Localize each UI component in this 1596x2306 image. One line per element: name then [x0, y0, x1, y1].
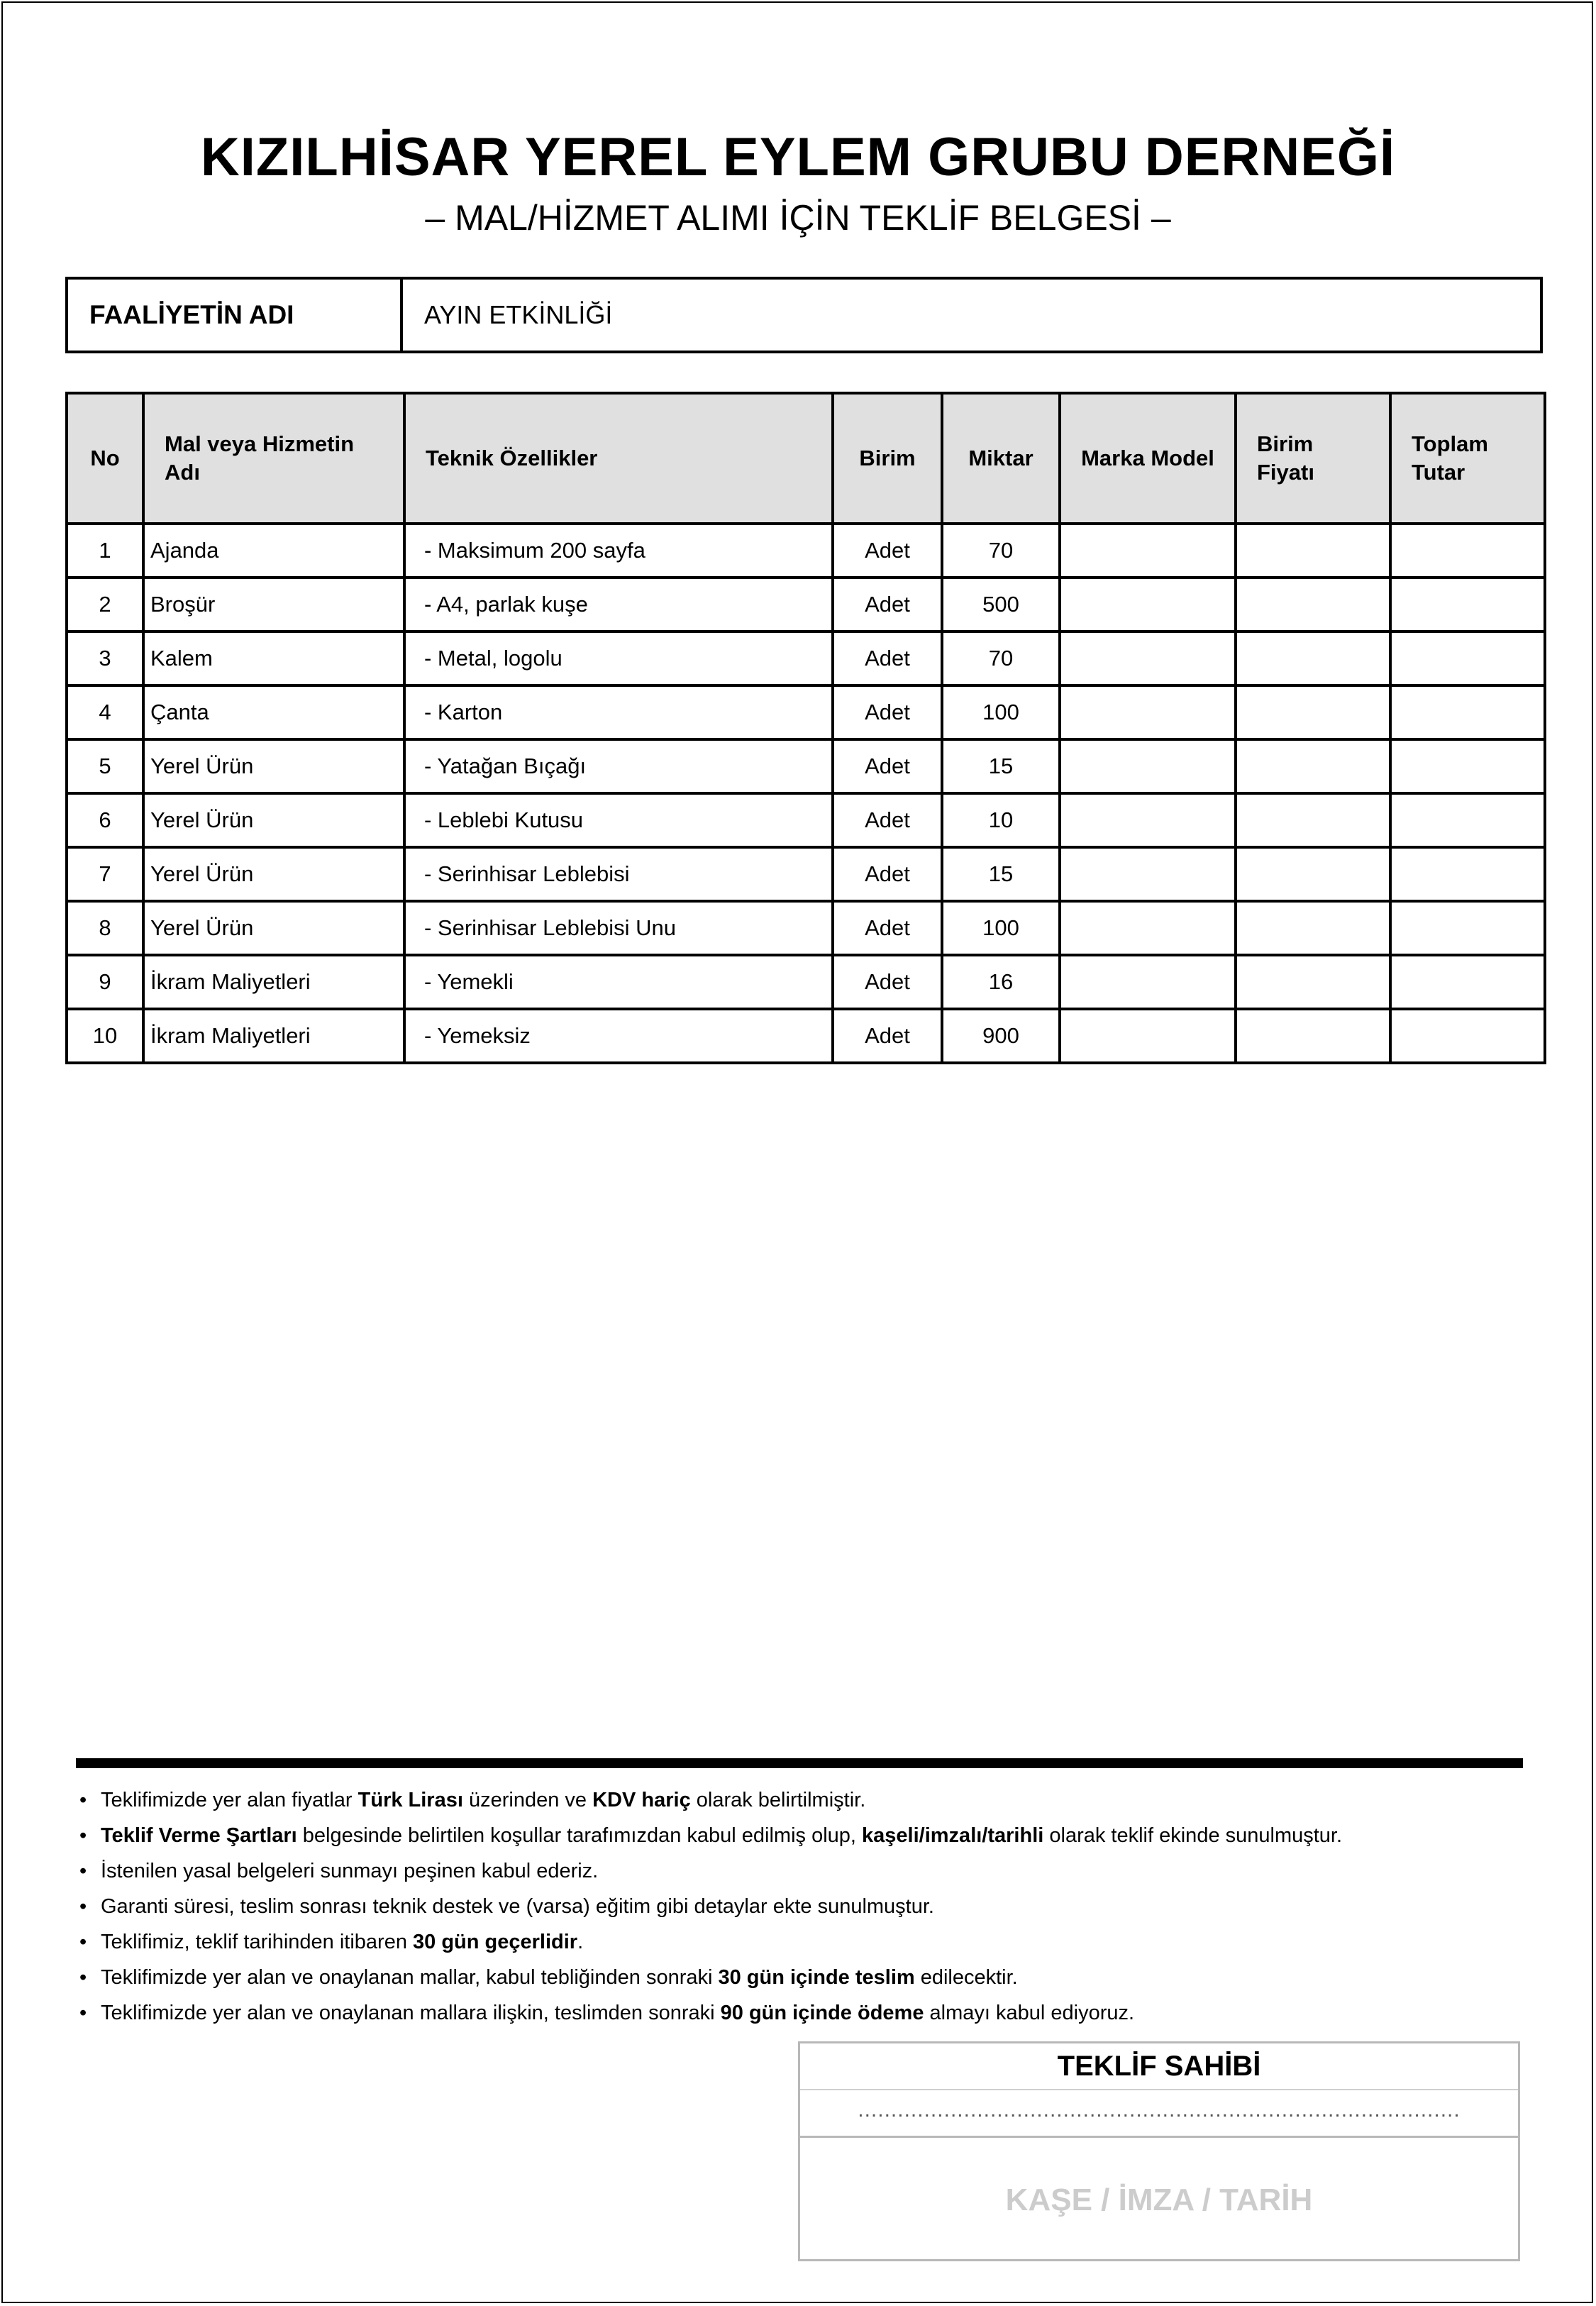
terms-text: İstenilen yasal belgeleri sunmayı peşinen kabul ederiz. — [101, 1860, 599, 1882]
cell-qty: 100 — [942, 685, 1060, 739]
signature-title: TEKLİF SAHİBİ — [800, 2043, 1518, 2090]
cell-total — [1390, 685, 1545, 739]
cell-spec: - Karton — [404, 685, 833, 739]
cell-spec: - Yemekli — [404, 955, 833, 1009]
bullet-icon: • — [79, 1824, 87, 1847]
terms-emphasis: 30 gün içinde teslim — [718, 1966, 915, 1989]
cell-unit-price — [1236, 739, 1390, 793]
cell-unit: Adet — [833, 578, 942, 631]
table-header-row — [67, 393, 1545, 524]
terms-emphasis: 90 gün içinde ödeme — [720, 2002, 924, 2024]
cell-unit-price — [1236, 955, 1390, 1009]
section-divider — [76, 1758, 1523, 1768]
cell-unit: Adet — [833, 739, 942, 793]
cell-brand-model — [1060, 847, 1236, 901]
cell-spec: - Serinhisar Leblebisi — [404, 847, 833, 901]
terms-text: Teklifimizde yer alan fiyatlar — [101, 1789, 358, 1811]
terms-text: olarak belirtilmiştir. — [690, 1789, 866, 1811]
col-header-total: Toplam Tutar — [1390, 393, 1545, 524]
cell-no: 4 — [67, 685, 143, 739]
cell-spec: - Maksimum 200 sayfa — [404, 524, 833, 578]
cell-name: Çanta — [143, 685, 404, 739]
terms-text: Teklifimizde yer alan ve onaylanan mallar, kabul tebliğinden sonraki — [101, 1966, 719, 1989]
cell-unit-price — [1236, 847, 1390, 901]
cell-unit: Adet — [833, 1009, 942, 1063]
cell-no: 1 — [67, 524, 143, 578]
cell-spec: - Serinhisar Leblebisi Unu — [404, 901, 833, 955]
cell-qty: 70 — [942, 524, 1060, 578]
cell-no: 10 — [67, 1009, 143, 1063]
table-row — [67, 901, 1545, 955]
cell-spec: - Yatağan Bıçağı — [404, 739, 833, 793]
table-row — [67, 793, 1545, 847]
cell-total — [1390, 955, 1545, 1009]
terms-text: belgesinde belirtilen koşullar tarafımızdan kabul edilmiş olup, — [297, 1824, 863, 1847]
terms-text: . — [577, 1931, 584, 1953]
cell-total — [1390, 793, 1545, 847]
document-subtitle: – MAL/HİZMET ALIMI İÇİN TEKLİF BELGESİ – — [425, 198, 1171, 238]
cell-total — [1390, 901, 1545, 955]
terms-emphasis: kaşeli/imzalı/tarihli — [862, 1824, 1044, 1847]
terms-text: almayı kabul ediyoruz. — [924, 2002, 1135, 2024]
cell-spec: - Metal, logolu — [404, 631, 833, 685]
terms-item — [79, 1818, 1534, 1853]
cell-total — [1390, 739, 1545, 793]
cell-brand-model — [1060, 524, 1236, 578]
cell-brand-model — [1060, 793, 1236, 847]
cell-qty: 10 — [942, 793, 1060, 847]
terms-text: olarak teklif ekinde sunulmuştur. — [1043, 1824, 1343, 1847]
activity-value: AYIN ETKİNLİĞİ — [424, 300, 613, 329]
cell-total — [1390, 524, 1545, 578]
cell-unit-price — [1236, 901, 1390, 955]
cell-spec: - Leblebi Kutusu — [404, 793, 833, 847]
cell-spec: - Yemeksiz — [404, 1009, 833, 1063]
col-header-brand-model: Marka Model — [1060, 393, 1236, 524]
terms-text: Garanti süresi, teslim sonrası teknik destek ve (varsa) eğitim gibi detaylar ekte sunulmuştur. — [101, 1895, 934, 1918]
terms-emphasis: 30 gün geçerlidir — [413, 1931, 578, 1953]
cell-name: Yerel Ürün — [143, 847, 404, 901]
cell-name: Kalem — [143, 631, 404, 685]
cell-unit: Adet — [833, 901, 942, 955]
terms-list — [79, 1782, 1534, 2031]
cell-unit-price — [1236, 578, 1390, 631]
terms-item — [79, 1889, 1534, 1924]
cell-unit-price — [1236, 793, 1390, 847]
table-row — [67, 739, 1545, 793]
activity-box — [65, 277, 1543, 353]
cell-no: 5 — [67, 739, 143, 793]
terms-text: Teklifimizde yer alan ve onaylanan mallara ilişkin, teslimden sonraki — [101, 2002, 721, 2024]
col-header-unit-price: Birim Fiyatı — [1236, 393, 1390, 524]
bullet-icon: • — [79, 1931, 87, 1953]
terms-text: üzerinden ve — [462, 1789, 593, 1811]
cell-unit: Adet — [833, 955, 942, 1009]
terms-item — [79, 1782, 1534, 1818]
cell-no: 8 — [67, 901, 143, 955]
cell-qty: 15 — [942, 739, 1060, 793]
cell-unit-price — [1236, 524, 1390, 578]
cell-no: 3 — [67, 631, 143, 685]
cell-name: Yerel Ürün — [143, 739, 404, 793]
cell-brand-model — [1060, 1009, 1236, 1063]
cell-unit-price — [1236, 685, 1390, 739]
signature-box — [798, 2041, 1520, 2261]
cell-qty: 70 — [942, 631, 1060, 685]
cell-qty: 100 — [942, 901, 1060, 955]
bullet-icon: • — [79, 1860, 87, 1882]
col-header-qty: Miktar — [942, 393, 1060, 524]
cell-name: İkram Maliyetleri — [143, 1009, 404, 1063]
cell-unit-price — [1236, 631, 1390, 685]
table-row — [67, 1009, 1545, 1063]
cell-name: Yerel Ürün — [143, 793, 404, 847]
cell-no: 7 — [67, 847, 143, 901]
cell-total — [1390, 631, 1545, 685]
cell-no: 9 — [67, 955, 143, 1009]
terms-emphasis: KDV hariç — [592, 1789, 691, 1811]
terms-text: edilecektir. — [914, 1966, 1018, 1989]
cell-qty: 900 — [942, 1009, 1060, 1063]
cell-no: 2 — [67, 578, 143, 631]
cell-qty: 500 — [942, 578, 1060, 631]
bullet-icon: • — [79, 1895, 87, 1918]
table-row — [67, 847, 1545, 901]
cell-name: Broşür — [143, 578, 404, 631]
cell-total — [1390, 847, 1545, 901]
table-row — [67, 631, 1545, 685]
cell-name: Yerel Ürün — [143, 901, 404, 955]
cell-brand-model — [1060, 685, 1236, 739]
col-header-unit: Birim — [833, 393, 942, 524]
activity-label: FAALİYETİN ADI — [68, 280, 403, 351]
document-title: KIZILHİSAR YEREL EYLEM GRUBU DERNEĞİ — [200, 127, 1396, 187]
signature-stamp-area: KAŞE / İMZA / TARİH — [1005, 2183, 1313, 2217]
cell-total — [1390, 578, 1545, 631]
terms-emphasis: Teklif Verme Şartları — [101, 1824, 297, 1847]
bullet-icon: • — [79, 1789, 87, 1811]
cell-unit: Adet — [833, 685, 942, 739]
cell-unit: Adet — [833, 793, 942, 847]
cell-unit-price — [1236, 1009, 1390, 1063]
cell-name: İkram Maliyetleri — [143, 955, 404, 1009]
cell-brand-model — [1060, 739, 1236, 793]
cell-brand-model — [1060, 955, 1236, 1009]
cell-brand-model — [1060, 631, 1236, 685]
cell-spec: - A4, parlak kuşe — [404, 578, 833, 631]
bullet-icon: • — [79, 1966, 87, 1989]
col-header-no: No — [67, 393, 143, 524]
col-header-spec: Teknik Özellikler — [404, 393, 833, 524]
cell-brand-model — [1060, 901, 1236, 955]
cell-unit: Adet — [833, 631, 942, 685]
terms-item — [79, 1924, 1534, 1960]
cell-qty: 15 — [942, 847, 1060, 901]
terms-item — [79, 1853, 1534, 1889]
cell-brand-model — [1060, 578, 1236, 631]
signature-name-line: ........................................................................................... — [800, 2090, 1518, 2138]
items-table — [65, 392, 1546, 1064]
terms-text: Teklifimiz, teklif tarihinden itibaren — [101, 1931, 414, 1953]
cell-no: 6 — [67, 793, 143, 847]
cell-qty: 16 — [942, 955, 1060, 1009]
table-row — [67, 685, 1545, 739]
cell-name: Ajanda — [143, 524, 404, 578]
col-header-name: Mal veya Hizmetin Adı — [143, 393, 404, 524]
cell-unit: Adet — [833, 847, 942, 901]
cell-total — [1390, 1009, 1545, 1063]
bullet-icon: • — [79, 2002, 87, 2024]
terms-emphasis: Türk Lirası — [358, 1789, 463, 1811]
cell-unit: Adet — [833, 524, 942, 578]
terms-item — [79, 1995, 1534, 2031]
table-row — [67, 955, 1545, 1009]
table-row — [67, 578, 1545, 631]
table-row — [67, 524, 1545, 578]
terms-item — [79, 1960, 1534, 1995]
